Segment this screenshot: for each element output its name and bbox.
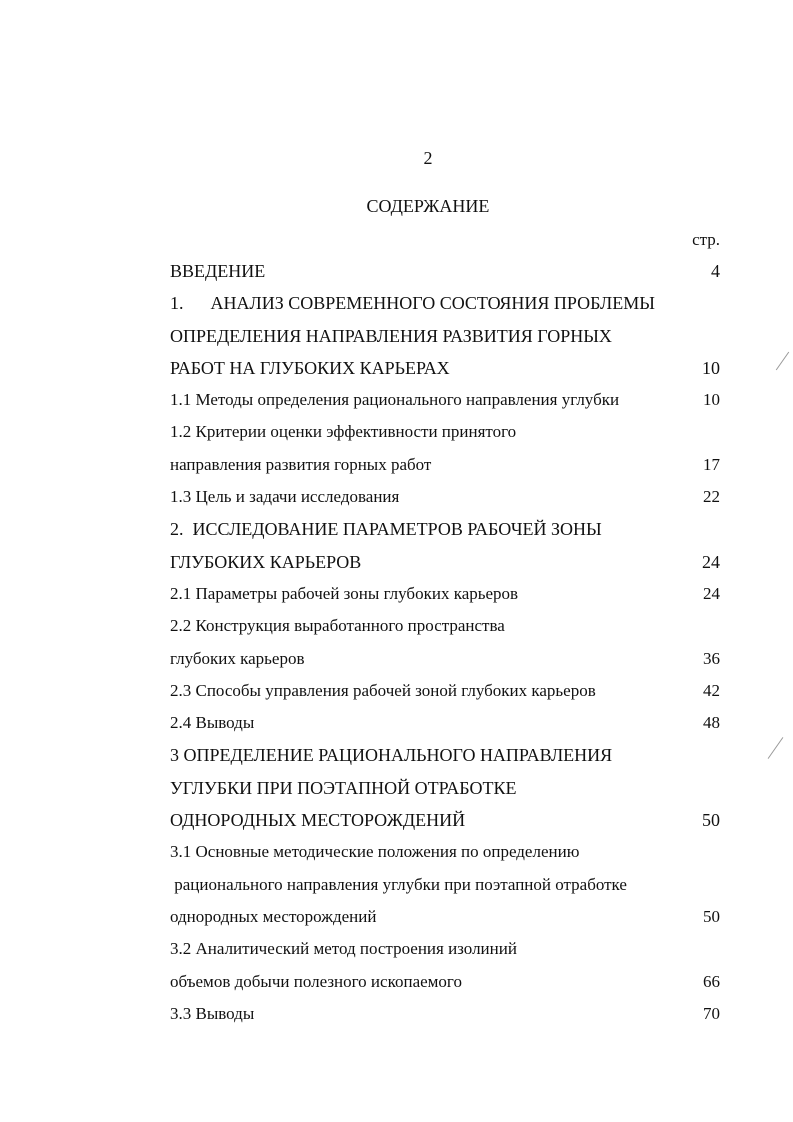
toc-entry-page: 22 bbox=[703, 487, 720, 507]
toc-entry bbox=[170, 869, 720, 901]
toc-entry bbox=[170, 384, 720, 416]
page-column-label: стр. bbox=[692, 230, 720, 249]
toc-entry-page bbox=[690, 869, 720, 901]
toc-entry-title: направления развития горных работ bbox=[170, 454, 432, 474]
toc-entry-page bbox=[690, 320, 720, 352]
toc-entry-title: ОПРЕДЕЛЕНИЯ НАПРАВЛЕНИЯ РАЗВИТИЯ ГОРНЫХ bbox=[170, 325, 612, 346]
toc-entry-page bbox=[690, 933, 720, 965]
toc-entry bbox=[170, 772, 720, 804]
toc-entry bbox=[170, 933, 720, 965]
toc-entry bbox=[170, 836, 720, 868]
toc-entry-page: 17 bbox=[703, 454, 720, 474]
toc-entry-title: 3.2 Аналитический метод построения изолиний bbox=[170, 939, 517, 959]
toc-entry-page: 36 bbox=[703, 648, 720, 668]
scan-artifact bbox=[776, 352, 789, 371]
toc-entry-title: 1.1 Методы определения рационального направления углубки bbox=[170, 390, 620, 410]
toc-entry-title: рационального направления углубки при поэтапной отработке bbox=[170, 874, 627, 894]
toc-entry bbox=[170, 643, 720, 675]
toc-entry-page: 24 bbox=[703, 583, 720, 603]
toc-entry-page bbox=[690, 739, 720, 771]
toc-entry bbox=[170, 449, 720, 481]
toc-entry bbox=[170, 739, 720, 771]
toc-entry bbox=[170, 998, 720, 1030]
toc-entry-page: 48 bbox=[703, 713, 720, 733]
toc-entry-title: 1.2 Критерии оценки эффективности принятого bbox=[170, 422, 517, 442]
toc-entry bbox=[170, 966, 720, 998]
toc-entry-page: 10 bbox=[703, 390, 720, 410]
toc-entry-page: 10 bbox=[702, 357, 720, 378]
toc-entry-title: УГЛУБКИ ПРИ ПОЭТАПНОЙ ОТРАБОТКЕ bbox=[170, 777, 517, 798]
toc-entry-title: ВВЕДЕНИЕ bbox=[170, 261, 266, 281]
toc-entry-page bbox=[690, 610, 720, 642]
toc-entry-page: 70 bbox=[703, 1003, 720, 1023]
scan-artifact bbox=[768, 737, 784, 759]
table-of-contents bbox=[170, 255, 720, 1030]
toc-entry-page: 24 bbox=[702, 551, 720, 572]
toc-entry-page: 66 bbox=[703, 971, 720, 991]
toc-entry bbox=[170, 255, 720, 287]
toc-entry bbox=[170, 352, 720, 384]
toc-entry bbox=[170, 416, 720, 448]
toc-entry-title: РАБОТ НА ГЛУБОКИХ КАРЬЕРАХ bbox=[170, 357, 450, 378]
toc-entry-title: 3 ОПРЕДЕЛЕНИЕ РАЦИОНАЛЬНОГО НАПРАВЛЕНИЯ bbox=[170, 745, 613, 766]
toc-entry-page: 50 bbox=[703, 906, 720, 926]
page-title: СОДЕРЖАНИЕ bbox=[366, 196, 490, 216]
toc-entry-page bbox=[690, 772, 720, 804]
toc-entry-title: 1.3 Цель и задачи исследования bbox=[170, 487, 400, 507]
toc-entry bbox=[170, 707, 720, 739]
toc-entry bbox=[170, 320, 720, 352]
toc-entry bbox=[170, 675, 720, 707]
toc-entry bbox=[170, 287, 720, 319]
toc-entry bbox=[170, 804, 720, 836]
toc-entry-title: 1. АНАЛИЗ СОВРЕМЕННОГО СОСТОЯНИЯ ПРОБЛЕМЫ bbox=[170, 293, 655, 314]
toc-entry-title: 2.1 Параметры рабочей зоны глубоких карьеров bbox=[170, 583, 519, 603]
toc-entry-page: 50 bbox=[702, 810, 720, 831]
toc-entry bbox=[170, 546, 720, 578]
toc-entry-title: однородных месторождений bbox=[170, 906, 377, 926]
toc-entry bbox=[170, 513, 720, 545]
toc-entry-page bbox=[690, 287, 720, 319]
toc-entry bbox=[170, 901, 720, 933]
toc-entry-page: 4 bbox=[711, 261, 720, 281]
toc-entry-title: 3.1 Основные методические положения по определению bbox=[170, 842, 580, 862]
toc-entry-title: глубоких карьеров bbox=[170, 648, 305, 668]
page-number: 2 bbox=[423, 148, 433, 168]
toc-entry-page bbox=[690, 513, 720, 545]
toc-entry-title: 2.2 Конструкция выработанного пространства bbox=[170, 616, 505, 636]
toc-entry-title: 2.3 Способы управления рабочей зоной глубоких карьеров bbox=[170, 680, 596, 700]
toc-entry-page: 42 bbox=[703, 680, 720, 700]
toc-entry-title: ГЛУБОКИХ КАРЬЕРОВ bbox=[170, 551, 362, 572]
toc-entry-page bbox=[690, 836, 720, 868]
toc-entry bbox=[170, 578, 720, 610]
toc-entry-title: объемов добычи полезного ископаемого bbox=[170, 971, 462, 991]
toc-entry bbox=[170, 481, 720, 513]
toc-entry-title: ОДНОРОДНЫХ МЕСТОРОЖДЕНИЙ bbox=[170, 810, 466, 831]
toc-entry-title: 3.3 Выводы bbox=[170, 1003, 255, 1023]
toc-entry-page bbox=[690, 416, 720, 448]
toc-entry-title: 2. ИССЛЕДОВАНИЕ ПАРАМЕТРОВ РАБОЧЕЙ ЗОНЫ bbox=[170, 519, 602, 540]
toc-entry-title: 2.4 Выводы bbox=[170, 713, 255, 733]
toc-entry bbox=[170, 610, 720, 642]
